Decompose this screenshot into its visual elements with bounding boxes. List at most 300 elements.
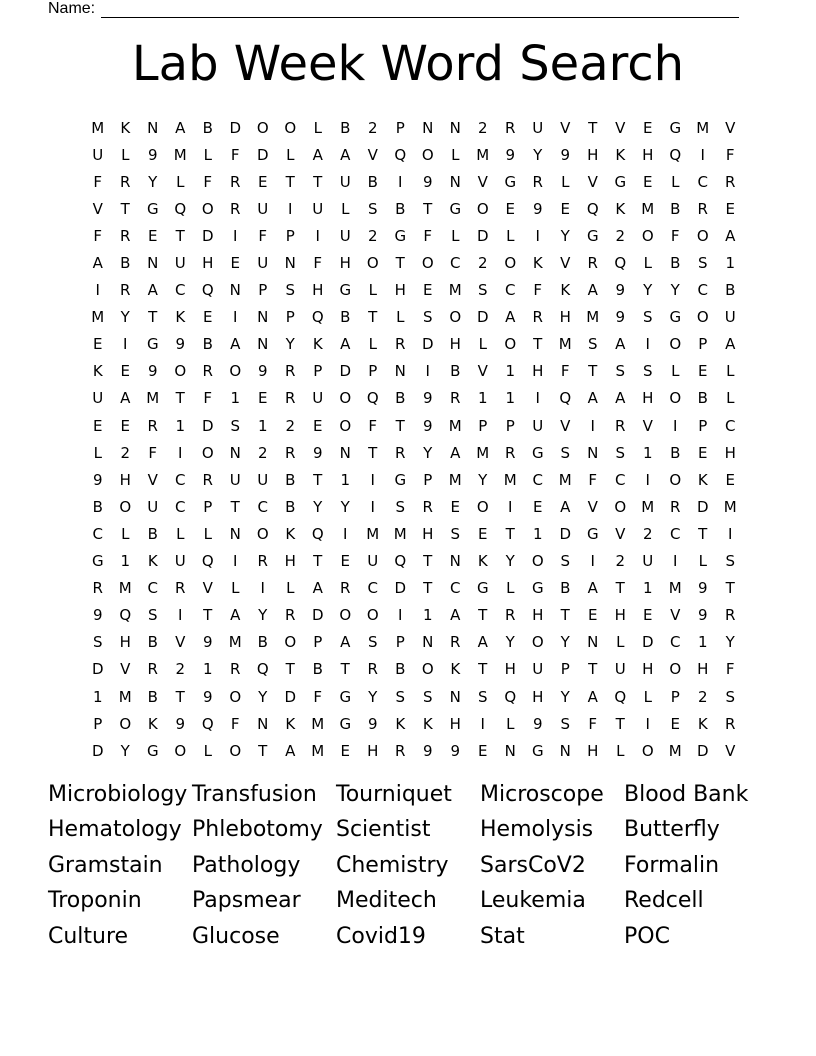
grid-letter[interactable]: 2	[642, 524, 653, 543]
grid-letter[interactable]: R	[725, 606, 736, 625]
grid-letter[interactable]: L	[176, 524, 185, 543]
grid-letter[interactable]: O	[449, 308, 462, 327]
grid-letter[interactable]: I	[728, 524, 733, 543]
grid-letter[interactable]: M	[476, 443, 490, 462]
grid-letter[interactable]: 1	[422, 606, 433, 625]
grid-letter[interactable]: 9	[147, 145, 158, 164]
grid-letter[interactable]: A	[230, 606, 241, 625]
grid-letter[interactable]: O	[229, 741, 242, 760]
grid-letter[interactable]: A	[505, 308, 516, 327]
grid-letter[interactable]: 1	[175, 416, 186, 435]
grid-letter[interactable]: B	[697, 389, 708, 408]
grid-letter[interactable]: H	[339, 254, 351, 273]
grid-letter[interactable]: U	[614, 660, 626, 679]
grid-letter[interactable]: C	[367, 579, 378, 598]
grid-letter[interactable]: K	[120, 118, 131, 137]
grid-letter[interactable]: O	[119, 497, 132, 516]
grid-letter[interactable]: V	[477, 172, 488, 191]
grid-letter[interactable]: H	[587, 145, 599, 164]
grid-letter[interactable]: H	[394, 281, 406, 300]
grid-letter[interactable]: O	[421, 254, 434, 273]
grid-letter[interactable]: N	[339, 443, 351, 462]
grid-letter[interactable]: O	[504, 254, 517, 273]
grid-letter[interactable]: D	[339, 362, 352, 381]
grid-letter[interactable]: I	[288, 199, 293, 218]
grid-letter[interactable]: A	[340, 145, 351, 164]
grid-letter[interactable]: Q	[504, 687, 517, 706]
grid-letter[interactable]: S	[450, 524, 461, 543]
grid-letter[interactable]: Q	[614, 254, 627, 273]
grid-letter[interactable]: M	[118, 687, 132, 706]
grid-letter[interactable]: I	[645, 470, 650, 489]
grid-letter[interactable]: D	[696, 497, 709, 516]
grid-letter[interactable]: T	[698, 524, 708, 543]
grid-letter[interactable]: G	[531, 579, 544, 598]
grid-letter[interactable]: B	[285, 470, 296, 489]
grid-letter[interactable]: A	[147, 281, 158, 300]
grid-letter[interactable]: H	[284, 552, 296, 571]
grid-letter[interactable]: N	[257, 335, 269, 354]
grid-letter[interactable]: 2	[615, 552, 626, 571]
grid-letter[interactable]: 9	[422, 172, 433, 191]
grid-letter[interactable]: R	[92, 579, 103, 598]
grid-letter[interactable]: I	[535, 389, 540, 408]
grid-letter[interactable]: E	[505, 199, 515, 218]
grid-letter[interactable]: T	[285, 172, 295, 191]
grid-letter[interactable]: G	[394, 226, 407, 245]
grid-letter[interactable]: S	[285, 281, 296, 300]
grid-letter[interactable]: H	[724, 443, 736, 462]
grid-letter[interactable]: R	[340, 579, 351, 598]
grid-letter[interactable]: E	[203, 308, 213, 327]
grid-letter[interactable]: O	[421, 660, 434, 679]
grid-letter[interactable]: 9	[367, 714, 378, 733]
grid-letter[interactable]: 2	[120, 443, 131, 462]
grid-letter[interactable]: Q	[669, 145, 682, 164]
grid-letter[interactable]: 1	[340, 470, 351, 489]
grid-letter[interactable]: E	[258, 389, 268, 408]
grid-letter[interactable]: A	[312, 579, 323, 598]
grid-letter[interactable]: L	[616, 741, 625, 760]
grid-letter[interactable]: V	[120, 660, 131, 679]
grid-letter[interactable]: S	[367, 633, 378, 652]
grid-letter[interactable]: K	[147, 714, 158, 733]
grid-letter[interactable]: 2	[285, 416, 296, 435]
grid-letter[interactable]: R	[367, 660, 378, 679]
grid-letter[interactable]: A	[120, 389, 131, 408]
grid-letter[interactable]: R	[505, 606, 516, 625]
grid-letter[interactable]: T	[368, 308, 378, 327]
grid-letter[interactable]: 9	[257, 362, 268, 381]
grid-letter[interactable]: N	[587, 633, 599, 652]
grid-letter[interactable]: F	[423, 226, 433, 245]
grid-letter[interactable]: A	[587, 389, 598, 408]
grid-letter[interactable]: R	[450, 389, 461, 408]
grid-letter[interactable]: A	[587, 579, 598, 598]
grid-letter[interactable]: V	[587, 497, 598, 516]
grid-letter[interactable]: L	[643, 254, 652, 273]
grid-letter[interactable]: K	[285, 714, 296, 733]
grid-letter[interactable]: K	[312, 335, 323, 354]
grid-letter[interactable]: O	[421, 145, 434, 164]
grid-letter[interactable]: B	[147, 524, 158, 543]
grid-letter[interactable]: N	[587, 443, 599, 462]
grid-letter[interactable]: G	[339, 687, 352, 706]
grid-letter[interactable]: H	[449, 714, 461, 733]
grid-letter[interactable]: T	[588, 118, 598, 137]
grid-letter[interactable]: T	[395, 254, 405, 273]
grid-letter[interactable]: E	[93, 335, 103, 354]
grid-letter[interactable]: E	[120, 416, 130, 435]
grid-letter[interactable]: V	[560, 416, 571, 435]
grid-letter[interactable]: D	[559, 524, 572, 543]
grid-letter[interactable]: I	[343, 524, 348, 543]
grid-letter[interactable]: T	[148, 308, 158, 327]
grid-letter[interactable]: Y	[505, 633, 515, 652]
grid-letter[interactable]: T	[478, 660, 488, 679]
grid-letter[interactable]: L	[671, 172, 680, 191]
grid-letter[interactable]: U	[367, 552, 379, 571]
grid-letter[interactable]: 1	[230, 389, 241, 408]
grid-letter[interactable]: I	[700, 145, 705, 164]
grid-letter[interactable]: C	[257, 497, 268, 516]
grid-letter[interactable]: O	[531, 633, 544, 652]
grid-letter[interactable]: Q	[614, 687, 627, 706]
grid-letter[interactable]: 2	[257, 443, 268, 462]
grid-letter[interactable]: B	[92, 497, 103, 516]
grid-letter[interactable]: G	[586, 524, 599, 543]
grid-letter[interactable]: C	[147, 579, 158, 598]
grid-letter[interactable]: K	[92, 362, 103, 381]
grid-letter[interactable]: D	[229, 118, 242, 137]
grid-letter[interactable]: 2	[367, 226, 378, 245]
grid-letter[interactable]: Y	[368, 687, 378, 706]
grid-letter[interactable]: R	[147, 660, 158, 679]
grid-letter[interactable]: M	[448, 416, 462, 435]
grid-letter[interactable]: U	[174, 552, 186, 571]
grid-letter[interactable]: F	[93, 172, 103, 191]
grid-letter[interactable]: Y	[670, 281, 680, 300]
grid-letter[interactable]: E	[670, 714, 680, 733]
grid-letter[interactable]: S	[615, 443, 626, 462]
grid-letter[interactable]: Q	[201, 552, 214, 571]
grid-letter[interactable]: C	[670, 524, 681, 543]
grid-letter[interactable]: R	[175, 579, 186, 598]
grid-letter[interactable]: A	[285, 741, 296, 760]
grid-letter[interactable]: P	[285, 226, 295, 245]
grid-letter[interactable]: H	[642, 145, 654, 164]
grid-letter[interactable]: K	[175, 308, 186, 327]
grid-letter[interactable]: G	[91, 552, 104, 571]
grid-letter[interactable]: T	[423, 199, 433, 218]
grid-letter[interactable]: Y	[505, 552, 515, 571]
grid-letter[interactable]: R	[615, 416, 626, 435]
grid-letter[interactable]: U	[339, 172, 351, 191]
grid-letter[interactable]: I	[590, 416, 595, 435]
grid-letter[interactable]: O	[174, 741, 187, 760]
grid-letter[interactable]: T	[725, 579, 735, 598]
grid-letter[interactable]: 2	[697, 687, 708, 706]
grid-letter[interactable]: I	[178, 443, 183, 462]
grid-letter[interactable]: F	[725, 660, 735, 679]
grid-letter[interactable]: T	[395, 416, 405, 435]
grid-letter[interactable]: G	[669, 118, 682, 137]
grid-letter[interactable]: T	[533, 335, 543, 354]
grid-letter[interactable]: A	[477, 633, 488, 652]
grid-letter[interactable]: F	[203, 172, 213, 191]
grid-letter[interactable]: E	[698, 443, 708, 462]
grid-letter[interactable]: I	[123, 335, 128, 354]
grid-letter[interactable]: L	[451, 145, 460, 164]
grid-letter[interactable]: S	[697, 254, 708, 273]
grid-letter[interactable]: Q	[586, 199, 599, 218]
grid-letter[interactable]: H	[697, 660, 709, 679]
grid-letter[interactable]: V	[92, 199, 103, 218]
grid-letter[interactable]: M	[696, 118, 710, 137]
grid-letter[interactable]: Q	[311, 524, 324, 543]
grid-letter[interactable]: C	[450, 254, 461, 273]
grid-letter[interactable]: 2	[477, 118, 488, 137]
grid-letter[interactable]: E	[258, 172, 268, 191]
grid-letter[interactable]: 2	[367, 118, 378, 137]
grid-letter[interactable]: L	[368, 335, 377, 354]
grid-letter[interactable]: Y	[560, 633, 570, 652]
grid-letter[interactable]: C	[175, 497, 186, 516]
grid-letter[interactable]: I	[370, 497, 375, 516]
grid-letter[interactable]: 9	[422, 389, 433, 408]
grid-letter[interactable]: P	[560, 660, 570, 679]
grid-letter[interactable]: O	[339, 416, 352, 435]
grid-letter[interactable]: V	[202, 579, 213, 598]
grid-letter[interactable]: R	[120, 226, 131, 245]
grid-letter[interactable]: R	[120, 281, 131, 300]
grid-letter[interactable]: F	[533, 281, 543, 300]
grid-letter[interactable]: 2	[615, 226, 626, 245]
grid-letter[interactable]: N	[257, 714, 269, 733]
grid-letter[interactable]: H	[532, 606, 544, 625]
grid-letter[interactable]: U	[257, 470, 269, 489]
grid-letter[interactable]: Y	[120, 308, 130, 327]
grid-letter[interactable]: T	[175, 226, 185, 245]
grid-letter[interactable]: 9	[147, 362, 158, 381]
grid-letter[interactable]: O	[366, 606, 379, 625]
grid-letter[interactable]: H	[312, 281, 324, 300]
grid-letter[interactable]: Q	[256, 660, 269, 679]
grid-letter[interactable]: E	[340, 552, 350, 571]
grid-letter[interactable]: B	[202, 118, 213, 137]
grid-letter[interactable]: O	[531, 552, 544, 571]
grid-letter[interactable]: U	[174, 254, 186, 273]
grid-letter[interactable]: 1	[697, 633, 708, 652]
grid-letter[interactable]: G	[449, 199, 462, 218]
grid-letter[interactable]: A	[587, 687, 598, 706]
grid-letter[interactable]: K	[285, 524, 296, 543]
grid-letter[interactable]: M	[311, 741, 325, 760]
grid-letter[interactable]: P	[698, 416, 708, 435]
grid-letter[interactable]: I	[260, 579, 265, 598]
grid-letter[interactable]: O	[284, 633, 297, 652]
grid-letter[interactable]: S	[477, 281, 488, 300]
grid-letter[interactable]: G	[339, 714, 352, 733]
grid-letter[interactable]: A	[340, 335, 351, 354]
grid-letter[interactable]: V	[725, 118, 736, 137]
grid-letter[interactable]: I	[645, 335, 650, 354]
grid-letter[interactable]: T	[313, 552, 323, 571]
grid-letter[interactable]: L	[726, 389, 735, 408]
grid-letter[interactable]: D	[256, 145, 269, 164]
grid-letter[interactable]: Y	[423, 443, 433, 462]
grid-letter[interactable]: M	[558, 335, 572, 354]
grid-letter[interactable]: O	[476, 199, 489, 218]
grid-letter[interactable]: O	[366, 254, 379, 273]
grid-letter[interactable]: M	[173, 145, 187, 164]
grid-letter[interactable]: M	[146, 389, 160, 408]
grid-letter[interactable]: R	[202, 362, 213, 381]
grid-letter[interactable]: F	[670, 226, 680, 245]
grid-letter[interactable]: E	[313, 416, 323, 435]
grid-letter[interactable]: F	[725, 145, 735, 164]
grid-letter[interactable]: U	[92, 145, 104, 164]
grid-letter[interactable]: Y	[478, 470, 488, 489]
grid-letter[interactable]: E	[643, 606, 653, 625]
grid-letter[interactable]: S	[422, 308, 433, 327]
grid-letter[interactable]: U	[257, 254, 269, 273]
grid-letter[interactable]: U	[257, 199, 269, 218]
grid-letter[interactable]: K	[615, 199, 626, 218]
grid-letter[interactable]: A	[312, 145, 323, 164]
grid-letter[interactable]: U	[532, 118, 544, 137]
grid-letter[interactable]: U	[339, 226, 351, 245]
grid-letter[interactable]: G	[476, 579, 489, 598]
grid-letter[interactable]: O	[641, 741, 654, 760]
grid-letter[interactable]: I	[178, 606, 183, 625]
grid-letter[interactable]: R	[450, 633, 461, 652]
grid-letter[interactable]: R	[505, 443, 516, 462]
grid-letter[interactable]: L	[231, 579, 240, 598]
grid-letter[interactable]: K	[615, 145, 626, 164]
grid-letter[interactable]: O	[476, 497, 489, 516]
grid-letter[interactable]: 1	[120, 552, 131, 571]
grid-letter[interactable]: U	[92, 389, 104, 408]
grid-letter[interactable]: N	[229, 524, 241, 543]
grid-letter[interactable]: B	[395, 389, 406, 408]
grid-letter[interactable]: P	[698, 335, 708, 354]
grid-letter[interactable]: C	[697, 281, 708, 300]
grid-letter[interactable]: Q	[311, 308, 324, 327]
grid-letter[interactable]: T	[258, 741, 268, 760]
grid-letter[interactable]: M	[586, 308, 600, 327]
grid-letter[interactable]: G	[504, 172, 517, 191]
grid-letter[interactable]: A	[587, 281, 598, 300]
grid-letter[interactable]: R	[147, 416, 158, 435]
grid-letter[interactable]: F	[588, 714, 598, 733]
grid-letter[interactable]: S	[725, 687, 736, 706]
grid-letter[interactable]: T	[175, 389, 185, 408]
grid-letter[interactable]: A	[725, 335, 736, 354]
grid-letter[interactable]: L	[698, 552, 707, 571]
grid-letter[interactable]: H	[532, 362, 544, 381]
grid-letter[interactable]: I	[315, 226, 320, 245]
grid-letter[interactable]: Q	[119, 606, 132, 625]
grid-letter[interactable]: A	[340, 633, 351, 652]
grid-letter[interactable]: I	[233, 226, 238, 245]
grid-letter[interactable]: L	[176, 172, 185, 191]
grid-letter[interactable]: K	[560, 281, 571, 300]
grid-letter[interactable]: Q	[201, 714, 214, 733]
grid-letter[interactable]: V	[725, 741, 736, 760]
grid-letter[interactable]: 9	[560, 145, 571, 164]
grid-letter[interactable]: 9	[175, 335, 186, 354]
grid-letter[interactable]: O	[201, 199, 214, 218]
grid-letter[interactable]: D	[696, 741, 709, 760]
grid-letter[interactable]: E	[478, 741, 488, 760]
grid-letter[interactable]: H	[642, 389, 654, 408]
grid-letter[interactable]: B	[395, 660, 406, 679]
grid-letter[interactable]: D	[394, 579, 407, 598]
grid-letter[interactable]: S	[422, 687, 433, 706]
grid-letter[interactable]: N	[504, 741, 516, 760]
grid-letter[interactable]: N	[422, 118, 434, 137]
grid-letter[interactable]: 1	[477, 389, 488, 408]
grid-letter[interactable]: F	[230, 145, 240, 164]
grid-letter[interactable]: G	[146, 335, 159, 354]
grid-letter[interactable]: L	[121, 145, 130, 164]
grid-letter[interactable]: R	[587, 254, 598, 273]
grid-letter[interactable]: K	[422, 714, 433, 733]
grid-letter[interactable]: M	[91, 308, 105, 327]
grid-letter[interactable]: M	[668, 741, 682, 760]
grid-letter[interactable]: R	[230, 172, 241, 191]
grid-letter[interactable]: Y	[148, 172, 158, 191]
grid-letter[interactable]: R	[505, 118, 516, 137]
grid-letter[interactable]: V	[587, 172, 598, 191]
grid-letter[interactable]: L	[643, 687, 652, 706]
grid-letter[interactable]: T	[423, 579, 433, 598]
grid-letter[interactable]: M	[668, 579, 682, 598]
grid-letter[interactable]: P	[478, 416, 488, 435]
grid-letter[interactable]: S	[395, 497, 406, 516]
grid-letter[interactable]: O	[696, 226, 709, 245]
grid-letter[interactable]: K	[697, 714, 708, 733]
grid-letter[interactable]: 1	[92, 687, 103, 706]
grid-letter[interactable]: I	[370, 470, 375, 489]
grid-letter[interactable]: R	[395, 335, 406, 354]
grid-letter[interactable]: S	[615, 362, 626, 381]
grid-letter[interactable]: P	[313, 633, 323, 652]
grid-letter[interactable]: V	[477, 362, 488, 381]
grid-letter[interactable]: O	[504, 335, 517, 354]
grid-letter[interactable]: O	[339, 389, 352, 408]
grid-letter[interactable]: L	[203, 145, 212, 164]
grid-letter[interactable]: M	[311, 714, 325, 733]
grid-letter[interactable]: 9	[532, 199, 543, 218]
grid-letter[interactable]: B	[120, 254, 131, 273]
grid-letter[interactable]: S	[560, 443, 571, 462]
grid-letter[interactable]: S	[395, 687, 406, 706]
grid-letter[interactable]: C	[175, 470, 186, 489]
grid-letter[interactable]: L	[313, 118, 322, 137]
grid-letter[interactable]: B	[147, 633, 158, 652]
grid-letter[interactable]: U	[312, 389, 324, 408]
grid-letter[interactable]: R	[532, 308, 543, 327]
grid-letter[interactable]: D	[201, 226, 214, 245]
grid-letter[interactable]: L	[203, 741, 212, 760]
grid-letter[interactable]: E	[725, 199, 735, 218]
grid-letter[interactable]: H	[119, 470, 131, 489]
grid-letter[interactable]: 9	[505, 145, 516, 164]
grid-letter[interactable]: P	[395, 633, 405, 652]
grid-letter[interactable]: S	[367, 199, 378, 218]
